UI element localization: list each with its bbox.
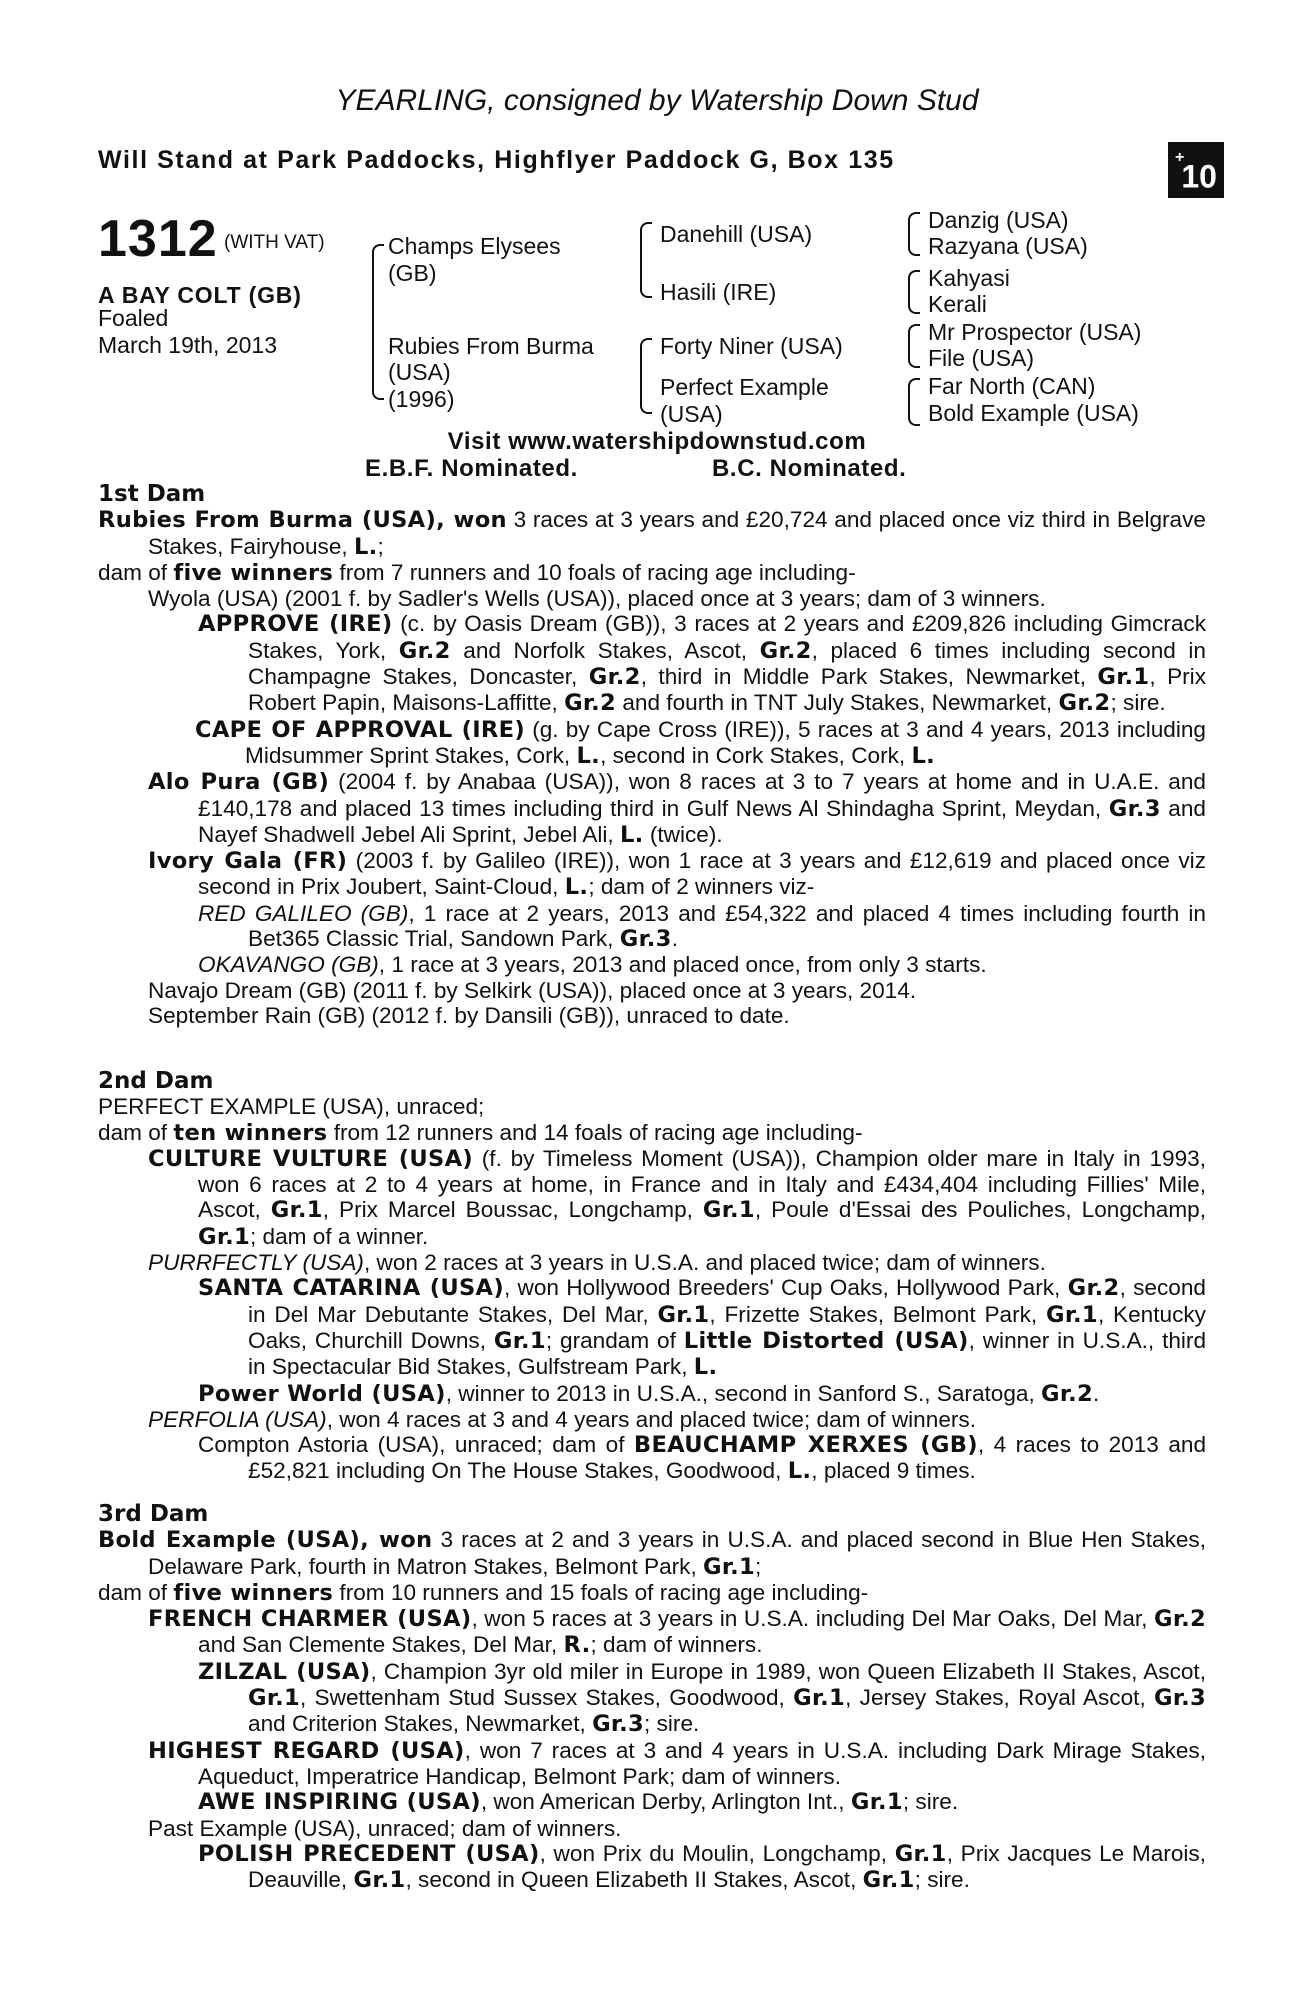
- progeny-french-charmer: FRENCH CHARMER (USA), won 5 races at 3 years in U.S.A. including Del Mar Oaks, Del Mar, Gr.2 and San Clemente Stakes, Del Mar, R.; dam of winners.: [148, 1606, 1207, 1659]
- brace-g1: [908, 212, 920, 256]
- ancestor-5: Mr Prospector (USA): [928, 319, 1142, 345]
- brace-g4: [908, 378, 920, 426]
- progeny-okavango: OKAVANGO (GB), 1 race at 3 years, 2013 and placed once, from only 3 starts.: [198, 952, 987, 978]
- ebf-nominated: E.B.F. Nominated.: [365, 455, 578, 482]
- progeny-cape: CAPE OF APPROVAL (IRE) (g. by Cape Cross (IRE)), 5 races at 3 and 4 years, 2013 including Midsummer Sprint Stakes, Cork, L., second in Cork Stakes, Cork, L.: [195, 716, 1206, 769]
- brace-sire: [640, 222, 652, 298]
- foaled-date: March 19th, 2013: [98, 332, 278, 358]
- section-heading: 3rd Dam: [98, 1501, 209, 1527]
- badge-number: 10: [1181, 158, 1217, 195]
- brace-dam: [640, 338, 652, 414]
- third-dam-section: [98, 1502, 1206, 1893]
- ancestor-2: Razyana (USA): [928, 233, 1088, 259]
- progeny-compton-astoria: Compton Astoria (USA), unraced; dam of BEAUCHAMP XERXES (GB), 4 races to 2013 and £52,821 including On The House Stakes, Goodwood, L., placed 9 times.: [198, 1432, 1207, 1485]
- progeny-wyola: Wyola (USA) (2001 f. by Sadler's Wells (USA)), placed once at 3 years; dam of 3 winners.: [148, 586, 1046, 612]
- page-badge: [1168, 142, 1224, 198]
- progeny-alo-pura: Alo Pura (GB) (2004 f. by Anabaa (USA)), won 8 races at 3 to 7 years at home and in U.A.E. and £140,178 and placed 13 times including third in Gulf News Al Shindagha Sprint, Meydan, Gr.3 and Nayef Shadwell Jebel Ali Sprint, Jebel Ali, L. (twice).: [148, 769, 1206, 848]
- catalogue-header: YEARLING, consigned by Watership Down Stud: [335, 84, 979, 117]
- dam-country: (USA): [388, 359, 451, 385]
- vat-note: (WITH VAT): [224, 232, 325, 253]
- ancestor-3: Kahyasi: [928, 265, 1010, 291]
- progeny-power-world: Power World (USA), winner to 2013 in U.S.A., second in Sanford S., Saratoga, Gr.2.: [198, 1380, 1100, 1407]
- brace-g3: [908, 324, 920, 368]
- second-dam-section: [98, 1069, 1206, 1485]
- section-heading: 2nd Dam: [98, 1068, 214, 1094]
- foaled-label: Foaled: [98, 305, 169, 331]
- ancestor-4: Kerali: [928, 291, 987, 317]
- dam-sire: Forty Niner (USA): [660, 333, 843, 359]
- progeny-awe-inspiring: AWE INSPIRING (USA), won American Derby, Arlington Int., Gr.1; sire.: [198, 1789, 959, 1816]
- progeny-ivory-gala: Ivory Gala (FR) (2003 f. by Galileo (IRE)), won 1 race at 3 years and £12,619 and placed once viz second in Prix Joubert, Saint-Cloud, L.; dam of 2 winners viz-: [148, 848, 1206, 901]
- dam-intro: Bold Example (USA), won 3 races at 2 and 3 years in U.S.A. and placed second in Blue Hen Stakes, Delaware Park, fourth in Matron Stakes, Belmont Park, Gr.1;: [98, 1527, 1207, 1580]
- brace-g2: [908, 270, 920, 314]
- progeny-past-example: Past Example (USA), unraced; dam of winners.: [148, 1815, 622, 1841]
- ancestor-1: Danzig (USA): [928, 207, 1069, 233]
- progeny-purrfectly: PURRFECTLY (USA), won 2 races at 3 years in U.S.A. and placed twice; dam of winners.: [148, 1250, 1046, 1276]
- lot-description: A BAY COLT (GB): [98, 282, 302, 308]
- bc-nominated: B.C. Nominated.: [712, 455, 907, 482]
- progeny-polish-precedent: POLISH PRECEDENT (USA), won Prix du Moulin, Longchamp, Gr.1, Prix Jacques Le Marois, Deauville, Gr.1, second in Queen Elizabeth II Stakes, Ascot, Gr.1; sire.: [198, 1840, 1206, 1894]
- first-dam-section: [98, 482, 1206, 1028]
- dam-name: Rubies From Burma: [388, 333, 594, 359]
- ancestor-6: File (USA): [928, 345, 1035, 371]
- ancestor-8: Bold Example (USA): [928, 400, 1139, 426]
- dam-intro: Rubies From Burma (USA), won 3 races at 3 years and £20,724 and placed once viz third in Belgrave Stakes, Fairyhouse, L.;: [98, 507, 1206, 560]
- brace-main: [372, 244, 384, 400]
- badge-plus: +: [1175, 149, 1185, 166]
- ancestor-7: Far North (CAN): [928, 373, 1096, 399]
- progeny-red-galileo: RED GALILEO (GB), 1 race at 2 years, 2013 and £54,322 and placed 4 times including fourth in Bet365 Classic Trial, Sandown Park, Gr.3.: [198, 900, 1206, 953]
- progeny-santa-catarina: SANTA CATARINA (USA), won Hollywood Breeders' Cup Oaks, Hollywood Park, Gr.2, second in Del Mar Debutante Stakes, Del Mar, Gr.1, Frizette Stakes, Belmont Park, Gr.1, Kentucky Oaks, Churchill Downs, Gr.1; grandam of Little Distorted (USA), winner in U.S.A., third in Spectacular Bid Stakes, Gulfstream Park, L.: [198, 1275, 1207, 1381]
- sire-name: Champs Elysees: [388, 233, 561, 259]
- progeny-culture-vulture: CULTURE VULTURE (USA) (f. by Timeless Moment (USA)), Champion older mare in Italy in 1993, won 6 races at 2 to 4 years at home, in France and in Italy and £434,404 including Fillies' Mile, Ascot, Gr.1, Prix Marcel Boussac, Longchamp, Gr.1, Poule d'Essai des Pouliches, Longchamp, Gr.1; dam of a winner.: [148, 1145, 1206, 1250]
- sire-dam: Hasili (IRE): [660, 279, 777, 305]
- dam-of-line: dam of ten winners from 12 runners and 14 foals of racing age including-: [98, 1119, 863, 1146]
- progeny-highest-regard: HIGHEST REGARD (USA), won 7 races at 3 and 4 years in U.S.A. including Dark Mirage Stakes, Aqueduct, Imperatrice Handicap, Belmont Park; dam of winners.: [148, 1737, 1206, 1789]
- progeny-navajo: Navajo Dream (GB) (2011 f. by Selkirk (USA)), placed once at 3 years, 2014.: [148, 977, 917, 1003]
- stand-location: Will Stand at Park Paddocks, Highflyer Paddock G, Box 135: [98, 146, 895, 174]
- dam-intro: PERFECT EXAMPLE (USA), unraced;: [98, 1094, 485, 1120]
- progeny-approve: APPROVE (IRE) (c. by Oasis Dream (GB)), 3 races at 2 years and £209,826 including Gimcrack Stakes, York, Gr.2 and Norfolk Stakes, Ascot, Gr.2, placed 6 times including second in Champagne Stakes, Doncaster, Gr.2, third in Middle Park Stakes, Newmarket, Gr.1, Prix Robert Papin, Maisons-Laffitte, Gr.2 and fourth in TNT July Stakes, Newmarket, Gr.2; sire.: [198, 611, 1207, 717]
- dam-of-line: dam of five winners from 7 runners and 10 foals of racing age including-: [98, 559, 856, 586]
- progeny-perfolia: PERFOLIA (USA), won 4 races at 3 and 4 years and placed twice; dam of winners.: [148, 1406, 976, 1432]
- dam-dam-country: (USA): [660, 401, 723, 427]
- dam-of-line: dam of five winners from 10 runners and 15 foals of racing age including-: [98, 1579, 869, 1606]
- sire-country: (GB): [388, 260, 437, 286]
- progeny-september: September Rain (GB) (2012 f. by Dansili (GB)), unraced to date.: [148, 1002, 790, 1028]
- dam-year: (1996): [388, 386, 455, 412]
- lot-number: 1312: [98, 210, 218, 268]
- website-link[interactable]: Visit www.watershipdownstud.com: [447, 428, 867, 455]
- section-heading: 1st Dam: [98, 481, 206, 507]
- dam-dam-name: Perfect Example: [660, 374, 829, 400]
- progeny-zilzal: ZILZAL (USA), Champion 3yr old miler in Europe in 1989, won Queen Elizabeth II Stakes, Ascot, Gr.1, Swettenham Stud Sussex Stakes, Goodwood, Gr.1, Jersey Stakes, Royal Ascot, Gr.3 and Criterion Stakes, Newmarket, Gr.3; sire.: [198, 1658, 1206, 1738]
- sire-sire: Danehill (USA): [660, 221, 813, 247]
